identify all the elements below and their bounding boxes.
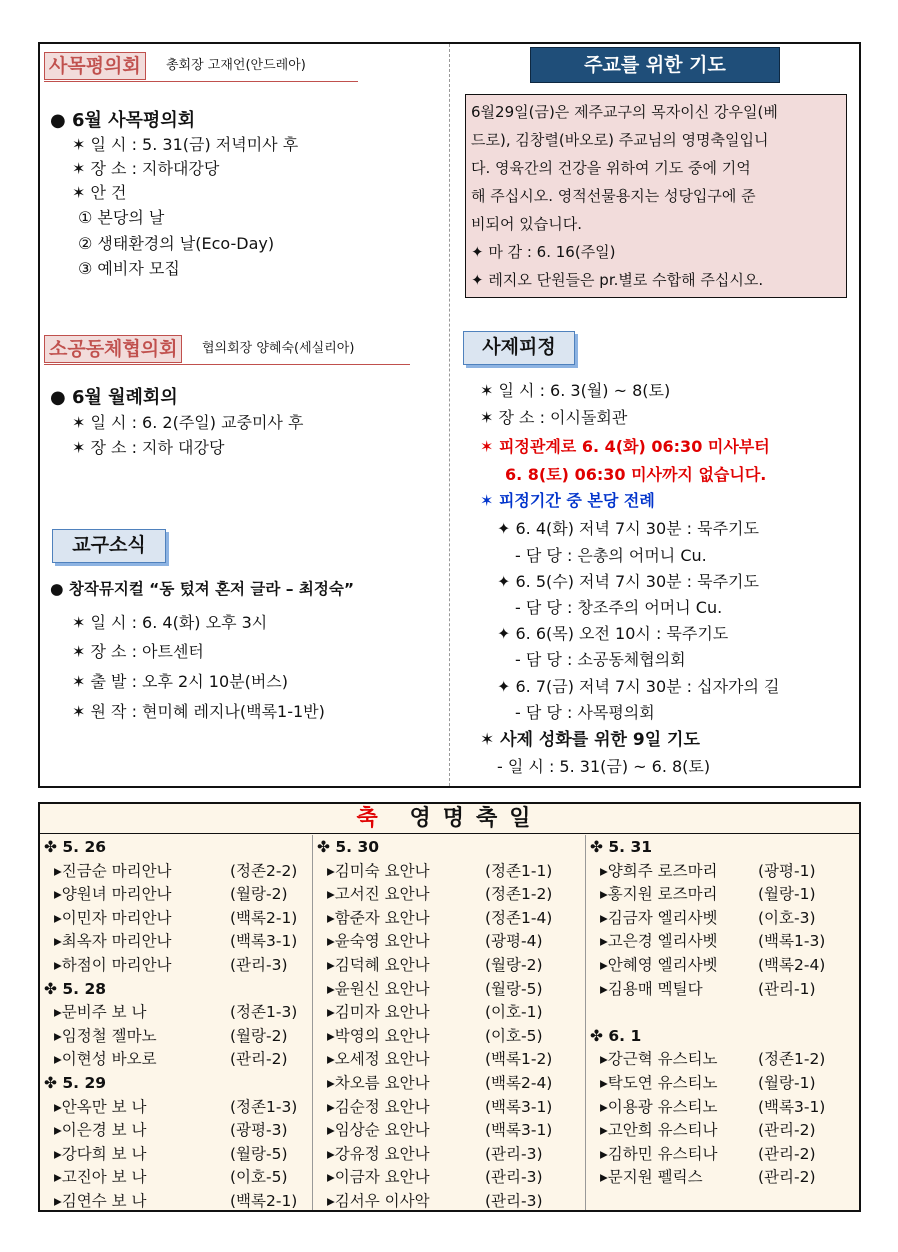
feast-list-item bbox=[54, 1025, 330, 1048]
feast-person-district: (관리-1) bbox=[758, 979, 816, 998]
prayer-box bbox=[465, 94, 847, 298]
community-title: 소공동체협의회 bbox=[44, 335, 182, 363]
prayer-body-1: 6월29일(금)은 제주교구의 목자이신 강우일(베 bbox=[471, 103, 778, 121]
feast-list-item bbox=[54, 1119, 330, 1142]
rite-item-2-charge: - 담 당 : 창조주의 어머니 Cu. bbox=[515, 598, 723, 617]
feast-list-item bbox=[327, 1025, 585, 1048]
feast-list-item bbox=[600, 883, 858, 906]
feast-day-section bbox=[38, 802, 861, 1212]
feast-list-item bbox=[327, 1190, 585, 1213]
feast-list-item bbox=[327, 1119, 585, 1142]
feast-list-item bbox=[327, 883, 585, 906]
prayer-deadline: ✦ 마 감 : 6. 16(주일) bbox=[471, 243, 616, 261]
community-chair: 협의회장 양혜숙(세실리아) bbox=[202, 341, 355, 356]
feast-date: ✤ 5. 26 bbox=[44, 838, 107, 856]
prayer-legio: ✦ 레지오 단원들은 pr.별로 수합해 주십시오. bbox=[471, 271, 764, 289]
feast-person-district: (백록3-1) bbox=[758, 1097, 826, 1116]
feast-person-name: ▸김순정 요안나 bbox=[327, 1097, 430, 1116]
feast-list-item bbox=[600, 1096, 858, 1119]
feast-person-district: (이호-3) bbox=[758, 908, 816, 927]
feast-person-name: ▸김연수 보 나 bbox=[54, 1192, 147, 1210]
feast-list-item bbox=[600, 1072, 858, 1095]
feast-person-name: ▸김덕혜 요안나 bbox=[327, 956, 430, 974]
feast-list-item bbox=[54, 1166, 330, 1189]
feast-person-district: (정존1-3) bbox=[230, 1097, 298, 1116]
feast-person-name: ▸강다희 보 나 bbox=[54, 1144, 147, 1163]
council-heading: ● 6월 사목평의회 bbox=[50, 110, 196, 131]
feast-person-name: ▸문비주 보 나 bbox=[54, 1003, 147, 1022]
feast-list-item bbox=[600, 860, 858, 883]
feast-person-district: (백록2-1) bbox=[230, 908, 298, 927]
prayer-title: 주교를 위한 기도 bbox=[530, 47, 780, 83]
feast-person-district: (관리-3) bbox=[485, 1144, 543, 1163]
feast-person-name: ▸이민자 마리안나 bbox=[54, 908, 172, 927]
feast-list-item bbox=[327, 1166, 585, 1189]
feast-person-name: ▸안옥만 보 나 bbox=[54, 1097, 147, 1116]
feast-person-district: (정존1-2) bbox=[758, 1050, 826, 1069]
feast-person-name: ▸이용광 유스티노 bbox=[600, 1097, 718, 1116]
feast-list-item bbox=[54, 883, 330, 906]
community-underline bbox=[44, 364, 410, 365]
feast-list-item bbox=[327, 1001, 585, 1024]
prayer-body-4: 해 주십시오. 영적선물용지는 성당입구에 준 bbox=[471, 187, 756, 205]
feast-list-item bbox=[327, 860, 585, 883]
feast-person-district: (백록1-3) bbox=[758, 932, 826, 951]
novena-heading: ✶ 사제 성화를 위한 9일 기도 bbox=[480, 730, 700, 750]
council-line-1: ✶ 일 시 : 5. 31(금) 저녁미사 후 bbox=[72, 135, 299, 154]
council-line-2: ✶ 장 소 : 지하대강당 bbox=[72, 159, 220, 178]
feast-list-item bbox=[600, 1048, 858, 1071]
feast-column-3 bbox=[585, 835, 859, 1210]
feast-list-item bbox=[54, 1096, 330, 1119]
retreat-title: 사제피정 bbox=[463, 331, 575, 365]
retreat-line-2: ✶ 장 소 : 이시돌회관 bbox=[480, 408, 628, 427]
feast-person-district: (관리-2) bbox=[230, 1050, 288, 1069]
feast-person-name: ▸고서진 요안나 bbox=[327, 885, 430, 904]
feast-person-name: ▸김미자 요안나 bbox=[327, 1003, 430, 1022]
feast-column-1 bbox=[40, 835, 312, 1210]
feast-list-item bbox=[54, 1190, 330, 1213]
feast-person-name: ▸임정철 젤마노 bbox=[54, 1026, 157, 1045]
feast-person-name: ▸홍지원 로즈마리 bbox=[600, 885, 718, 904]
rite-item-2: ✦ 6. 5(수) 저녁 7시 30분 : 묵주기도 bbox=[497, 572, 759, 591]
feast-list-item bbox=[600, 1119, 858, 1142]
feast-person-name: ▸함준자 요안나 bbox=[327, 908, 430, 927]
feast-person-district: (광평-1) bbox=[758, 861, 816, 880]
rite-item-3-charge: - 담 당 : 소공동체협의회 bbox=[515, 650, 686, 669]
feast-person-district: (백록3-1) bbox=[230, 932, 298, 951]
feast-list-item bbox=[327, 1096, 585, 1119]
novena-date: - 일 시 : 5. 31(금) ~ 6. 8(토) bbox=[497, 757, 711, 776]
feast-person-name: ▸이현성 바오로 bbox=[54, 1050, 157, 1069]
feast-person-name: ▸윤원신 요안나 bbox=[327, 979, 430, 998]
feast-list-item bbox=[600, 954, 858, 977]
feast-person-name: ▸김서우 이사악 bbox=[327, 1192, 430, 1210]
diocese-heading: ● 창작뮤지컬 “동 텄져 혼저 글라 – 최정숙” bbox=[50, 580, 355, 598]
feast-person-district: (백록2-1) bbox=[230, 1192, 298, 1210]
feast-person-district: (월랑-5) bbox=[485, 979, 543, 998]
agenda-item-1: ① 본당의 날 bbox=[78, 208, 165, 227]
feast-date: ✤ 5. 29 bbox=[44, 1074, 107, 1092]
feast-person-district: (월랑-2) bbox=[230, 885, 288, 904]
feast-person-name: ▸김하민 유스티나 bbox=[600, 1144, 718, 1163]
agenda-item-3: ③ 예비자 모집 bbox=[78, 259, 180, 278]
feast-person-name: ▸강근혁 유스티노 bbox=[600, 1050, 718, 1069]
feast-person-district: (백록3-1) bbox=[485, 1121, 553, 1140]
feast-person-name: ▸임상순 요안나 bbox=[327, 1121, 430, 1140]
feast-date: ✤ 5. 31 bbox=[590, 838, 653, 856]
feast-person-name: ▸안혜영 엘리사벳 bbox=[600, 956, 718, 974]
feast-date: ✤ 5. 28 bbox=[44, 979, 107, 998]
feast-list-item bbox=[54, 930, 330, 953]
feast-person-district: (관리-3) bbox=[230, 956, 288, 974]
feast-list-item bbox=[327, 1143, 585, 1166]
feast-person-name: ▸오세정 요안나 bbox=[327, 1050, 430, 1069]
feast-person-name: ▸문지원 펠릭스 bbox=[600, 1168, 703, 1187]
feast-person-district: (백록3-1) bbox=[485, 1097, 553, 1116]
feast-date: ✤ 5. 30 bbox=[317, 838, 380, 856]
feast-list-item bbox=[600, 1166, 858, 1189]
feast-person-district: (백록1-2) bbox=[485, 1050, 553, 1069]
retreat-rite-heading: ✶ 피정기간 중 본당 전례 bbox=[480, 491, 655, 510]
community-line-2: ✶ 장 소 : 지하 대강당 bbox=[72, 438, 225, 457]
rite-item-1-charge: - 담 당 : 은총의 어머니 Cu. bbox=[515, 546, 707, 565]
feast-person-name: ▸고은경 엘리사벳 bbox=[600, 932, 718, 951]
feast-person-district: (관리-2) bbox=[758, 1144, 816, 1163]
feast-person-name: ▸강유정 요안나 bbox=[327, 1144, 430, 1163]
rite-item-4: ✦ 6. 7(금) 저녁 7시 30분 : 십자가의 길 bbox=[497, 677, 780, 696]
feast-person-district: (관리-3) bbox=[485, 1168, 543, 1187]
feast-list-item bbox=[327, 930, 585, 953]
feast-person-district: (관리-2) bbox=[758, 1168, 816, 1187]
feast-list-item bbox=[54, 954, 330, 977]
feast-person-name: ▸김미숙 요안나 bbox=[327, 861, 430, 880]
feast-list-item bbox=[327, 1072, 585, 1095]
feast-person-name: ▸최옥자 마리안나 bbox=[54, 932, 172, 951]
prayer-body-2: 드로), 김창렬(바오로) 주교님의 영명축일입니 bbox=[471, 131, 769, 149]
retreat-notice-2: 6. 8(토) 06:30 미사까지 없습니다. bbox=[505, 465, 767, 484]
feast-person-name: ▸이금자 요안나 bbox=[327, 1168, 430, 1187]
feast-person-district: (백록2-4) bbox=[758, 956, 826, 974]
feast-person-name: ▸이은경 보 나 bbox=[54, 1121, 147, 1140]
feast-list-item bbox=[600, 907, 858, 930]
feast-person-district: (월랑-1) bbox=[758, 885, 816, 904]
feast-person-name: ▸진금순 마리안나 bbox=[54, 861, 172, 880]
community-heading: ● 6월 월례회의 bbox=[50, 387, 178, 408]
feast-person-district: (관리-2) bbox=[758, 1121, 816, 1140]
feast-list-item bbox=[54, 1001, 330, 1024]
feast-person-name: ▸김용매 멕틸다 bbox=[600, 979, 703, 998]
feast-person-district: (이호-5) bbox=[230, 1168, 288, 1187]
diocese-title: 교구소식 bbox=[52, 529, 166, 563]
council-chair: 총회장 고재언(안드레아) bbox=[166, 58, 306, 73]
agenda-item-2: ② 생태환경의 날(Eco-Day) bbox=[78, 234, 275, 253]
feast-person-district: (월랑-5) bbox=[230, 1144, 288, 1163]
feast-person-district: (월랑-1) bbox=[758, 1074, 816, 1092]
feast-person-name: ▸윤숙영 요안나 bbox=[327, 932, 430, 951]
feast-list-item bbox=[54, 907, 330, 930]
feast-person-name: ▸고안희 유스티나 bbox=[600, 1121, 718, 1140]
feast-person-name: ▸고진아 보 나 bbox=[54, 1168, 147, 1187]
diocese-line-4: ✶ 원 작 : 현미혜 레지나(백록1-1반) bbox=[72, 702, 325, 721]
feast-list-item bbox=[54, 860, 330, 883]
feast-person-name: ▸차오름 요안나 bbox=[327, 1074, 430, 1092]
feast-title bbox=[40, 804, 859, 834]
diocese-line-2: ✶ 장 소 : 아트센터 bbox=[72, 642, 204, 661]
feast-list-item bbox=[327, 1048, 585, 1071]
feast-person-district: (월랑-2) bbox=[230, 1026, 288, 1045]
retreat-notice-1: ✶ 피정관계로 6. 4(화) 06:30 미사부터 bbox=[480, 437, 770, 456]
feast-person-district: (광평-4) bbox=[485, 932, 543, 951]
feast-list-item bbox=[600, 978, 858, 1001]
council-line-3: ✶ 안 건 bbox=[72, 183, 127, 202]
prayer-body-5: 비되어 있습니다. bbox=[471, 215, 582, 233]
column-divider bbox=[449, 44, 450, 786]
feast-person-name: ▸박영의 요안나 bbox=[327, 1026, 430, 1045]
feast-person-name: ▸김금자 엘리사벳 bbox=[600, 908, 718, 927]
feast-column-2 bbox=[312, 835, 585, 1210]
feast-person-district: (월랑-2) bbox=[485, 956, 543, 974]
community-line-1: ✶ 일 시 : 6. 2(주일) 교중미사 후 bbox=[72, 413, 304, 432]
feast-list-item bbox=[600, 930, 858, 953]
prayer-body-3: 다. 영육간의 건강을 위하여 기도 중에 기억 bbox=[471, 159, 751, 177]
rite-item-1: ✦ 6. 4(화) 저녁 7시 30분 : 묵주기도 bbox=[497, 519, 759, 538]
diocese-line-3: ✶ 출 발 : 오후 2시 10분(버스) bbox=[72, 672, 288, 691]
feast-person-name: ▸양원녀 마리안나 bbox=[54, 885, 172, 904]
feast-list-item bbox=[54, 1048, 330, 1071]
feast-list-item bbox=[54, 1143, 330, 1166]
feast-list-item bbox=[327, 907, 585, 930]
feast-person-district: (이호-5) bbox=[485, 1026, 543, 1045]
feast-person-district: (정존1-1) bbox=[485, 861, 553, 880]
feast-person-district: (정존1-4) bbox=[485, 908, 553, 927]
feast-person-name: ▸하점이 마리안나 bbox=[54, 956, 172, 974]
feast-list-item bbox=[327, 954, 585, 977]
retreat-line-1: ✶ 일 시 : 6. 3(월) ~ 8(토) bbox=[480, 381, 671, 400]
feast-person-district: (백록2-4) bbox=[485, 1074, 553, 1092]
feast-person-district: (정존1-3) bbox=[230, 1003, 298, 1022]
feast-person-district: (이호-1) bbox=[485, 1003, 543, 1022]
feast-title-mark: 축 bbox=[356, 806, 390, 831]
council-title: 사목평의회 bbox=[44, 52, 146, 80]
rite-item-3: ✦ 6. 6(목) 오전 10시 : 묵주기도 bbox=[497, 624, 729, 643]
feast-person-district: (정존1-2) bbox=[485, 885, 553, 904]
feast-list-item bbox=[600, 1143, 858, 1166]
council-underline bbox=[44, 81, 358, 82]
feast-person-name: ▸양희주 로즈마리 bbox=[600, 861, 718, 880]
rite-item-4-charge: - 담 당 : 사목평의회 bbox=[515, 703, 655, 722]
feast-person-name: ▸탁도연 유스티노 bbox=[600, 1074, 718, 1092]
feast-person-district: (정존2-2) bbox=[230, 861, 298, 880]
feast-person-district: (관리-3) bbox=[485, 1192, 543, 1210]
feast-person-district: (광평-3) bbox=[230, 1121, 288, 1140]
feast-list-item bbox=[327, 978, 585, 1001]
feast-date: ✤ 6. 1 bbox=[590, 1026, 642, 1045]
diocese-line-1: ✶ 일 시 : 6. 4(화) 오후 3시 bbox=[72, 613, 268, 632]
feast-title-text: 영명축일 bbox=[409, 806, 543, 831]
